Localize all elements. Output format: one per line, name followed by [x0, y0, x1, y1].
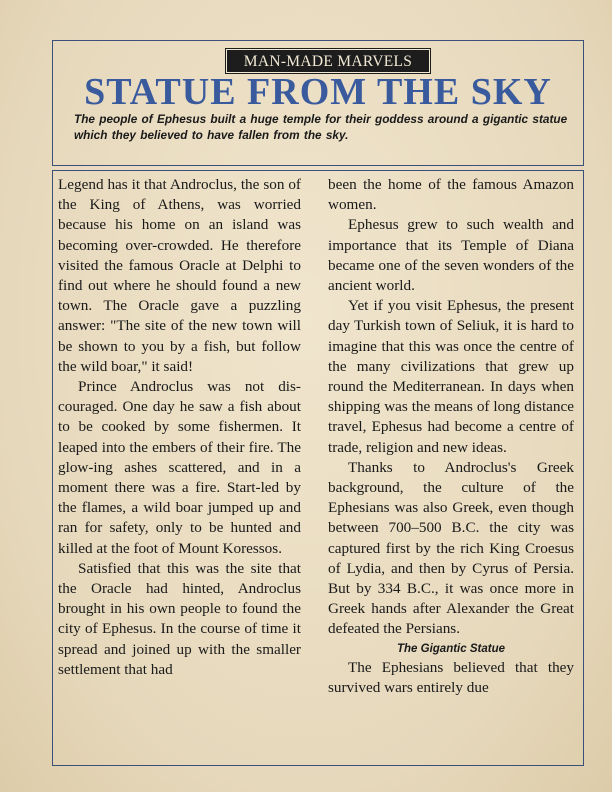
section-heading: The Gigantic Statue	[397, 642, 505, 655]
paragraph: The Ephesians believed that they survived wars entirely due	[328, 658, 574, 696]
paragraph: Satisfied that this was the site that the Oracle had hinted, Androclus brought in his own people to found the city of Ephesus. In the course of time it spread and joined up with the smaller settlement that had	[58, 559, 301, 678]
paragraph: Prince Androclus was not dis-couraged. One day he saw a fish about to be cooked by some fishermen. It leaped into the embers of their fire. The glow-ing ashes scattered, and in a moment there was a fire. Start-led by the flames, a wild boar jumped up and ran for safety, only to be hunted and killed at the foot of Mount Koressos.	[58, 378, 301, 557]
left-column	[58, 175, 301, 680]
paragraph: Yet if you visit Ephesus, the present day Turkish town of Seliuk, it is hard to imagine that this was once the centre of the many civilizations that grew up round the Mediterranean. In days when shipping was the means of long distance travel, Ephesus had become a centre of trade, religion and new ideas.	[328, 297, 574, 456]
right-column	[328, 175, 574, 698]
paragraph: Legend has it that Androclus, the son of the King of Athens, was worried because his home on an island was becoming over-crowded. He therefore visited the famous Oracle at Delphi to find out where he should found a new town. The Oracle gave a puzzling answer: "The site of the new town will be shown to you by a fish, but follow the wild boar," it said!	[58, 176, 301, 375]
article-title: STATUE FROM THE SKY	[84, 71, 552, 113]
paragraph: been the home of the famous Amazon women.	[328, 176, 574, 214]
article-subtitle: The people of Ephesus built a huge temple for their goddess around a gigantic statue which they believed to have fallen from the sky.	[74, 112, 568, 142]
series-label: MAN-MADE MARVELS	[226, 49, 430, 73]
paragraph: Ephesus grew to such wealth and importance that its Temple of Diana became one of the seven wonders of the ancient world.	[328, 216, 574, 295]
paragraph: Thanks to Androclus's Greek background, the culture of the Ephesians was also Greek, even though between 700–500 B.C. the city was captured first by the rich King Croesus of Lydia, and then by Cyrus of Persia. But by 334 B.C., it was once more in Greek hands after Alexander the Great defeated the Persians.	[328, 458, 574, 638]
